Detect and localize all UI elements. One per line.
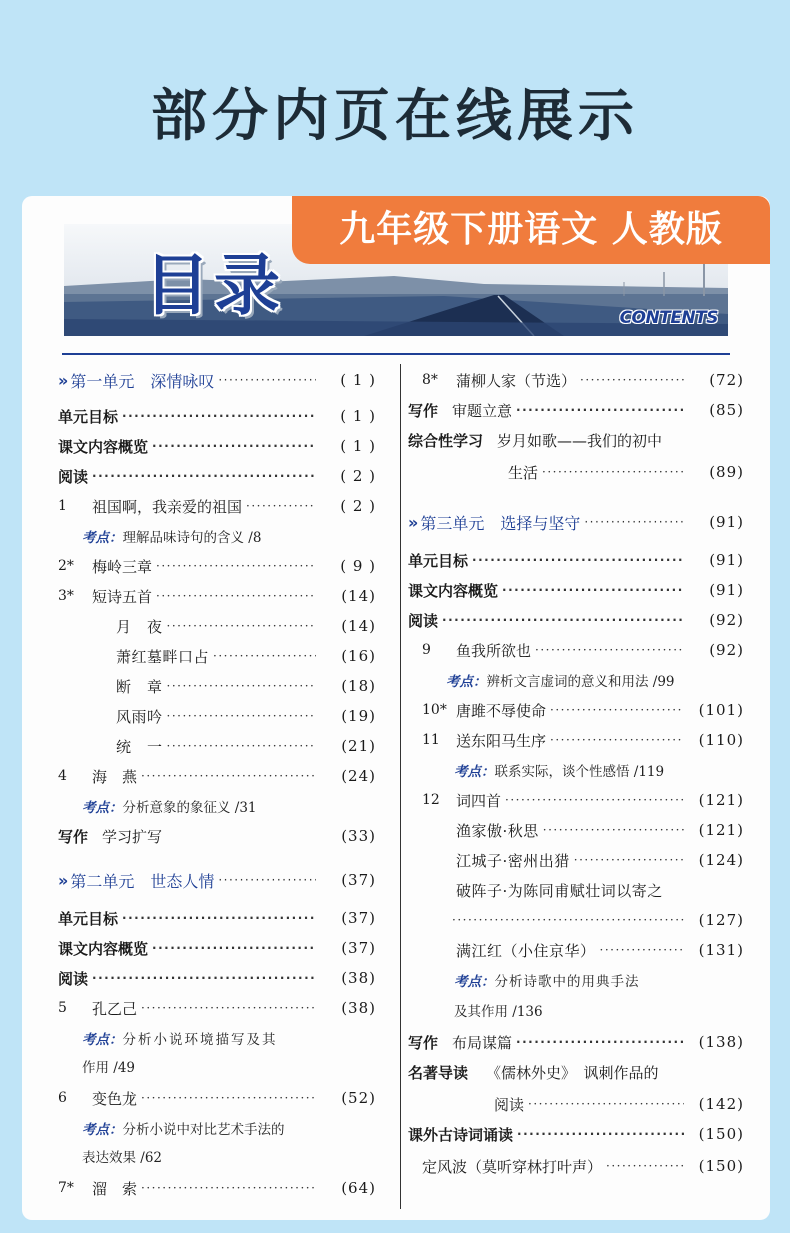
toc-label: 萧红墓畔口占 [116, 647, 210, 666]
exam-point-label: 考点： [82, 800, 123, 816]
toc-page-number: (24) [341, 767, 376, 785]
toc-entry-number: 2* [58, 558, 74, 574]
toc-page-number: (89) [709, 463, 744, 481]
toc-page-number: (21) [341, 737, 376, 755]
toc-label: 写作 [408, 1033, 439, 1052]
toc-entry-number: 1 [58, 498, 67, 514]
toc-label: 单元目标 [58, 407, 119, 426]
toc-section[interactable] [58, 824, 376, 848]
toc-unit-heading[interactable] [58, 868, 376, 892]
toc-sub-entry[interactable] [408, 848, 744, 872]
toc-label: 阅读 [494, 1095, 525, 1114]
toc-label: 统 一 [116, 737, 163, 756]
toc-label: 阅读 [408, 611, 439, 630]
toc-entry-number: 10* [422, 702, 447, 718]
toc-label: 单元目标 [408, 551, 469, 570]
toc-label: 月 夜 [116, 617, 163, 636]
toc-section[interactable] [58, 906, 376, 930]
toc-sublabel: 布局谋篇 [452, 1033, 513, 1052]
toc-section[interactable] [408, 1122, 744, 1146]
toc-sublabel: 岁月如歌——我们的初中 [497, 431, 663, 450]
toc-label: 课外古诗词诵读 [408, 1125, 514, 1144]
toc-page-number: (91) [709, 513, 744, 531]
exam-point-label: 考点： [446, 674, 487, 690]
toc-entry-number: 12 [422, 792, 440, 808]
toc-page-number: (131) [698, 941, 744, 959]
toc-exam-note-cont [408, 998, 744, 1022]
toc-entry[interactable] [58, 1086, 376, 1110]
toc-entry[interactable] [58, 584, 376, 608]
toc-label: 满江红（小住京华） [456, 941, 596, 960]
toc-entry-cont[interactable] [408, 1092, 744, 1116]
toc-sub-entry[interactable] [58, 704, 376, 728]
toc-label: 阅读 [58, 969, 89, 988]
toc-entry-number: 7* [58, 1180, 74, 1196]
toc-page-number: ( 1 ) [340, 371, 376, 389]
toc-section[interactable] [58, 936, 376, 960]
toc-title: 目录 [144, 247, 284, 324]
toc-label: 课文内容概览 [58, 437, 149, 456]
toc-page-number: (16) [341, 647, 376, 665]
toc-section[interactable] [58, 966, 376, 990]
toc-page-number: (92) [709, 641, 744, 659]
toc-label: 写作 [58, 827, 89, 846]
exam-point-text: 理解品味诗句的含义 /8 [122, 530, 262, 546]
toc-label: 风雨吟 [116, 707, 163, 726]
toc-entry-number: 8* [422, 372, 438, 388]
exam-point-label: 考点： [454, 974, 495, 990]
toc-entry-number: 4 [58, 768, 67, 784]
toc-entry[interactable] [58, 1176, 376, 1200]
toc-label: 写作 [408, 401, 439, 420]
toc-page-number: (72) [709, 371, 744, 389]
toc-label: 阅读 [58, 467, 89, 486]
toc-entry-number: 5 [58, 1000, 67, 1016]
toc-page-number: (110) [698, 731, 744, 749]
exam-point-label: 考点： [82, 1032, 123, 1048]
toc-entry[interactable] [58, 554, 376, 578]
toc-entry-number: 11 [422, 732, 440, 748]
page-headline: 部分内页在线展示 [151, 84, 639, 149]
toc-section[interactable] [408, 608, 744, 632]
toc-label: 送东阳马生序 [456, 731, 547, 750]
toc-sub-entry[interactable] [58, 734, 376, 758]
toc-entry[interactable] [58, 996, 376, 1020]
toc-label: 变色龙 [92, 1089, 138, 1108]
toc-label: 词四首 [456, 791, 502, 810]
exam-point-text: 及其作用 /136 [454, 1004, 543, 1020]
toc-page-number: (38) [341, 969, 376, 987]
toc-label: 破阵子·为陈同甫赋壮词以寄之 [456, 881, 663, 900]
toc-exam-note [408, 758, 744, 782]
toc-sublabel: 学习扩写 [102, 827, 163, 846]
exam-point-text: 辨析文言虚词的意义和用法 /99 [486, 674, 675, 690]
toc-sublabel: 《儒林外史》 讽刺作品的 [486, 1063, 659, 1082]
toc-label: 第二单元 世态人情 [70, 871, 215, 891]
exam-point-label: 考点： [82, 1122, 123, 1138]
toc-entry[interactable] [408, 728, 744, 752]
toc-section[interactable] [58, 434, 376, 458]
toc-page-number: (150) [698, 1125, 744, 1143]
toc-label: 孔乙己 [92, 999, 138, 1018]
exam-point-text: 表达效果 /62 [82, 1150, 163, 1166]
column-divider [400, 364, 401, 1209]
exam-point-text: 分析意象的象征义 /31 [122, 800, 257, 816]
badge-container [0, 196, 790, 266]
exam-point-label: 考点： [454, 764, 495, 780]
toc-page-number: (91) [709, 581, 744, 599]
toc-page-number: (101) [698, 701, 744, 719]
exam-point-text: 分析诗歌中的用典手法 [494, 974, 640, 990]
toc-label: 断 章 [116, 677, 163, 696]
toc-exam-note [408, 968, 744, 992]
toc-page-number: (37) [341, 909, 376, 927]
exam-point-text: 联系实际，谈个性感悟 /119 [494, 764, 665, 780]
exam-point-text: 分析小说环境描写及其 [122, 1032, 278, 1048]
toc-page-number: (85) [709, 401, 744, 419]
edition-badge: 九年级下册语文 人教版 [292, 196, 770, 264]
toc-section[interactable] [408, 578, 744, 602]
toc-label: 鱼我所欲也 [456, 641, 532, 660]
header-rule [62, 353, 730, 355]
toc-page-number: (92) [709, 611, 744, 629]
toc-page-number: (18) [341, 677, 376, 695]
toc-exam-note [408, 668, 744, 692]
toc-label: 渔家傲·秋思 [456, 821, 539, 840]
toc-unit-heading[interactable] [408, 510, 744, 534]
toc-label: 短诗五首 [92, 587, 153, 606]
toc-entry[interactable] [408, 788, 744, 812]
toc-sub-entry[interactable] [58, 644, 376, 668]
toc-label: 定风波（莫听穿林打叶声） [422, 1157, 603, 1176]
toc-page-number: (142) [698, 1095, 744, 1113]
chevron-icon: » [58, 870, 69, 890]
toc-page-number: (38) [341, 999, 376, 1017]
toc-sublabel: 审题立意 [452, 401, 513, 420]
toc-page-number: (37) [341, 871, 376, 889]
contents-label: CONTENTS [619, 308, 718, 328]
exam-point-text: 分析小说中对比艺术手法的 [122, 1122, 285, 1138]
toc-label: 溜 索 [92, 1179, 138, 1198]
toc-section[interactable] [408, 1060, 744, 1084]
toc-page-number: (19) [341, 707, 376, 725]
toc-page-number: (64) [341, 1179, 376, 1197]
toc-entry-number: 6 [58, 1090, 67, 1106]
toc-label: 唐雎不辱使命 [456, 701, 547, 720]
toc-entry[interactable] [408, 1154, 744, 1178]
toc-label: 第一单元 深情咏叹 [70, 371, 215, 391]
toc-label: 梅岭三章 [92, 557, 153, 576]
toc-page-number: ( 9 ) [340, 557, 376, 575]
toc-page-number: (37) [341, 939, 376, 957]
toc-exam-note [58, 1026, 376, 1050]
toc-label: 课文内容概览 [58, 939, 149, 958]
toc-label: 课文内容概览 [408, 581, 499, 600]
toc-page-number: (91) [709, 551, 744, 569]
toc-entry[interactable] [408, 698, 744, 722]
toc-section[interactable] [408, 1030, 744, 1054]
toc-page-number: (33) [341, 827, 376, 845]
chevron-icon: » [58, 370, 69, 390]
toc-label: 祖国啊，我亲爱的祖国 [92, 497, 243, 516]
toc-entry-number: 9 [422, 642, 431, 658]
exam-point-label: 考点： [82, 530, 123, 546]
toc-label: 海 燕 [92, 767, 138, 786]
toc-page-number: (127) [698, 911, 744, 929]
toc-exam-note [58, 1116, 376, 1140]
toc-page-number: ( 2 ) [340, 467, 376, 485]
toc-exam-note [58, 524, 376, 548]
toc-page-number: (138) [698, 1033, 744, 1051]
toc-label: 蒲柳人家（节选） [456, 371, 577, 390]
toc-page-number: (14) [341, 587, 376, 605]
toc-page-number: ( 1 ) [340, 437, 376, 455]
toc-sub-entry[interactable] [408, 938, 744, 962]
toc-sub-entry[interactable] [58, 614, 376, 638]
toc-entry-number: 3* [58, 588, 74, 604]
toc-section[interactable] [408, 548, 744, 572]
chevron-icon: » [408, 512, 419, 532]
toc-exam-note-cont [58, 1144, 376, 1168]
toc-sub-entry[interactable] [58, 674, 376, 698]
exam-point-text: 作用 /49 [82, 1060, 136, 1076]
toc-label: 江城子·密州出猎 [456, 851, 570, 870]
toc-label: 第三单元 选择与坚守 [420, 513, 581, 533]
toc-page-number: ( 1 ) [340, 407, 376, 425]
toc-label: 单元目标 [58, 909, 119, 928]
toc-page-number: ( 2 ) [340, 497, 376, 515]
toc-entry[interactable] [408, 368, 744, 392]
toc-page-number: (150) [698, 1157, 744, 1175]
toc-page-number: (52) [341, 1089, 376, 1107]
toc-section[interactable] [58, 404, 376, 428]
toc-page-number: (124) [698, 851, 744, 869]
toc-sub-entry[interactable] [408, 818, 744, 842]
toc-section[interactable] [408, 398, 744, 422]
toc-page-number: (14) [341, 617, 376, 635]
toc-sub-entry[interactable] [408, 878, 744, 902]
toc-label: 名著导读 [408, 1063, 469, 1082]
toc-unit-heading[interactable] [58, 368, 376, 392]
toc-page-number: (121) [698, 821, 744, 839]
toc-section[interactable] [58, 464, 376, 488]
toc-exam-note [58, 794, 376, 818]
toc-entry[interactable] [408, 638, 744, 662]
toc-section[interactable] [408, 428, 744, 452]
toc-exam-note-cont [58, 1054, 376, 1078]
toc-entry[interactable] [58, 494, 376, 518]
toc-sub-entry-cont[interactable] [408, 908, 744, 932]
toc-label: 综合性学习 [408, 431, 484, 450]
toc-page-number: (121) [698, 791, 744, 809]
toc-page [22, 196, 770, 1220]
toc-label: 生活 [508, 463, 539, 482]
toc-entry-cont[interactable] [408, 460, 744, 484]
toc-entry[interactable] [58, 764, 376, 788]
